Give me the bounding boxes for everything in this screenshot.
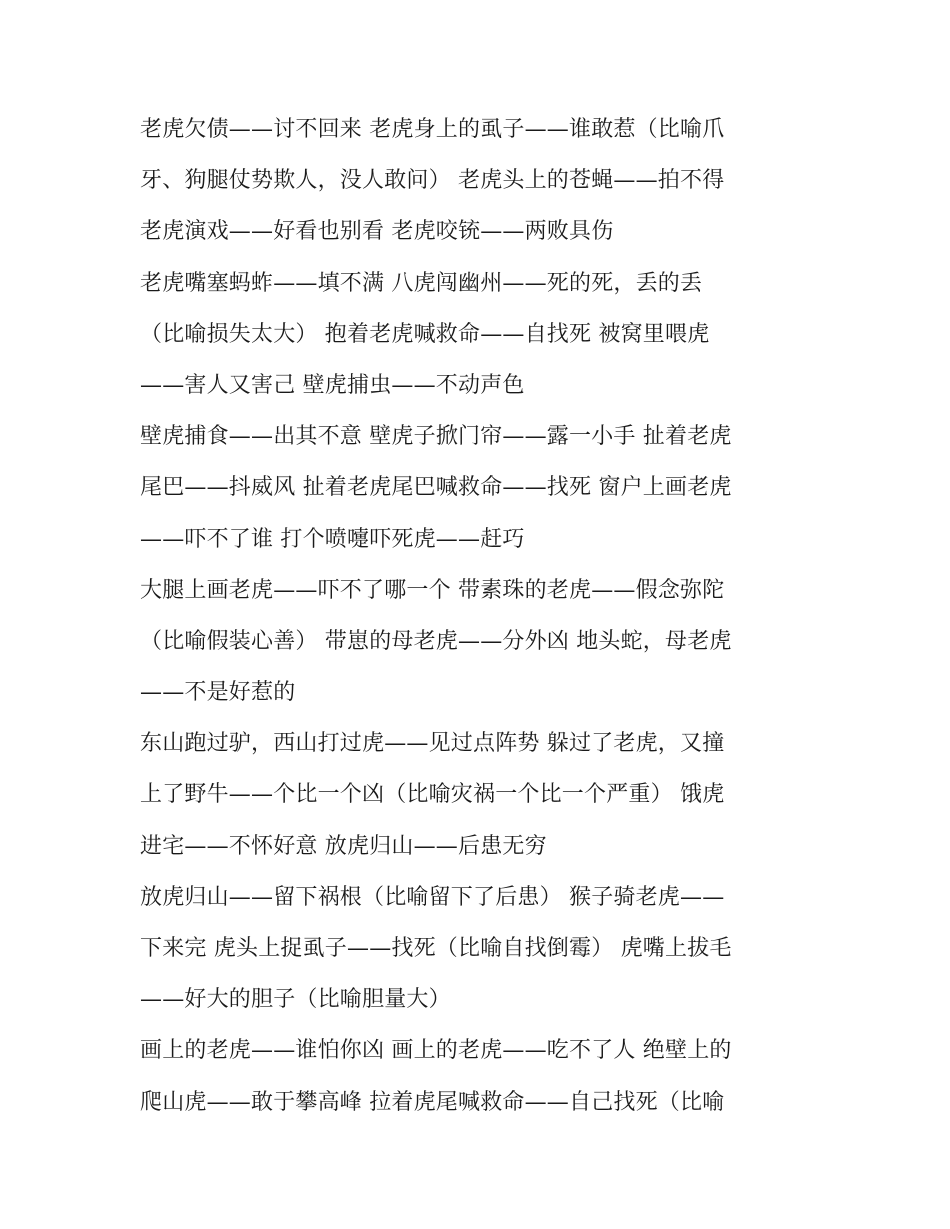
text-line: 进宅——不怀好意 放虎归山——后患无穷 [140,833,547,859]
text-line: 牙、狗腿仗势欺人，没人敢问） 老虎头上的苍蝇——拍不得 [140,168,725,194]
text-line: 放虎归山——留下祸根（比喻留下了后患） 猴子骑老虎—— [140,884,725,910]
text-line: 老虎演戏——好看也别看 老虎咬铳——两败具伤 [140,219,614,245]
text-line: 东山跑过驴，西山打过虎——见过点阵势 躲过了老虎，又撞 [140,731,725,757]
text-line: 壁虎捕食——出其不意 壁虎子掀门帘——露一小手 扯着老虎 [140,424,732,450]
text-line: ——吓不了谁 打个喷嚏吓死虎——赶巧 [140,526,525,552]
text-line: 画上的老虎——谁怕你凶 画上的老虎——吃不了人 绝壁上的 [140,1038,732,1064]
text-line: （比喻假装心善） 带崽的母老虎——分外凶 地头蛇，母老虎 [140,628,732,654]
text-line: 老虎欠债——讨不回来 老虎身上的虱子——谁敢惹（比喻爪 [140,117,725,142]
text-line: 老虎嘴塞蚂蚱——填不满 八虎闯幽州——死的死，丢的丢 [140,270,703,296]
text-line: ——害人又害己 壁虎捕虫——不动声色 [140,372,525,398]
text-line: ——好大的胆子（比喻胆量大） [140,987,451,1013]
text-line: （比喻损失太大） 抱着老虎喊救命——自找死 被窝里喂虎 [140,321,710,347]
text-line: 大腿上画老虎——吓不了哪一个 带素珠的老虎——假念弥陀 [140,577,725,603]
text-line: 下来完 虎头上捉虱子——找死（比喻自找倒霉） 虎嘴上拔毛 [140,936,732,961]
text-line: ——不是好惹的 [140,680,296,706]
body-text [140,104,820,1128]
text-line: 尾巴——抖威风 扯着老虎尾巴喊救命——找死 窗户上画老虎 [140,475,732,501]
text-line: 爬山虎——敢于攀高峰 拉着虎尾喊救命——自己找死（比喻 [140,1089,725,1115]
text-line: 上了野牛——个比一个凶（比喻灾祸一个比一个严重） 饿虎 [140,782,725,808]
